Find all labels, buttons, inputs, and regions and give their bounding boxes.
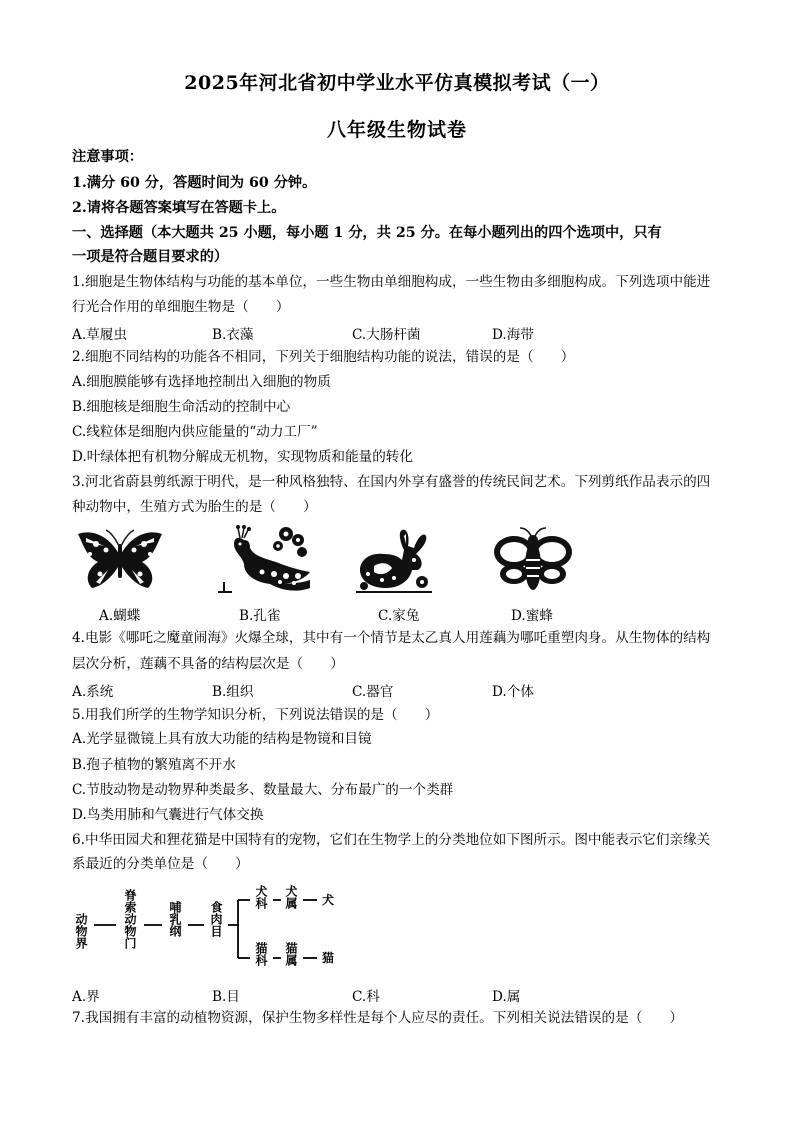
peacock-icon xyxy=(214,522,312,594)
q1-option-d: D.海带 xyxy=(492,327,534,343)
butterfly-icon xyxy=(74,526,166,594)
q4-options xyxy=(72,680,722,698)
q6-option-d: D.属 xyxy=(492,989,521,1005)
exam-title: 2025年河北省初中学业水平仿真模拟考试（一） xyxy=(184,72,610,94)
q6-option-a: A.界 xyxy=(72,989,100,1005)
q4-option-b: B.组织 xyxy=(212,684,254,700)
q6-option-b: B.目 xyxy=(212,989,240,1005)
q4-option-c: C.器官 xyxy=(352,684,394,700)
taxon-species-dog: 犬 xyxy=(322,893,335,907)
notice-item-1: 1.满分 60 分，答题时间为 60 分钟。 xyxy=(72,175,317,191)
q6-stem-line2: 系最近的分类单位是（ ） xyxy=(72,856,249,872)
bee-icon xyxy=(490,526,576,596)
q3-option-d: D.蜜蜂 xyxy=(511,608,553,624)
q4-option-d: D.个体 xyxy=(492,684,534,700)
taxon-family-dog: 犬科 xyxy=(254,885,268,909)
q2-option-d: D.叶绿体把有机物分解成无机物，实现物质和能量的转化 xyxy=(72,449,413,465)
q7-stem: 7.我国拥有丰富的动植物资源，保护生物多样性是每个人应尽的责任。下列相关说法错误的是（ ） xyxy=(72,1010,684,1026)
q2-option-c: C.线粒体是细胞内供应能量的“动力工厂” xyxy=(72,424,318,440)
q5-option-b: B.孢子植物的繁殖离不开水 xyxy=(72,757,236,773)
q2-option-a: A.细胞膜能够有选择地控制出入细胞的物质 xyxy=(72,374,331,390)
q4-option-a: A.系统 xyxy=(72,684,114,700)
q4-stem-line1: 4.电影《哪吒之魔童闹海》火爆全球，其中有一个情节是太乙真人用莲藕为哪吒重塑肉身。从生物体的结构 xyxy=(72,630,711,646)
q3-stem-line2: 种动物中，生殖方式为胎生的是（ ） xyxy=(72,499,317,515)
taxonomy-diagram xyxy=(74,880,354,980)
q6-options xyxy=(72,985,722,1003)
q3-option-a: A.蝴蝶 xyxy=(99,608,141,624)
q3-option-b: B.孔雀 xyxy=(239,608,281,624)
section-heading-line2: 一项是符合题目要求的） xyxy=(72,249,229,265)
q6-stem-line1: 6.中华田园犬和狸花猫是中国特有的宠物，它们在生物学上的分类地位如下图所示。图中能表示它们亲缘关 xyxy=(72,832,711,848)
q2-stem: 2.细胞不同结构的功能各不相同，下列关于细胞结构功能的说法，错误的是（ ） xyxy=(72,349,575,365)
q5-option-a: A.光学显微镜上具有放大功能的结构是物镜和目镜 xyxy=(72,731,372,747)
q5-option-d: D.鸟类用肺和气囊进行气体交换 xyxy=(72,807,264,823)
q3-option-c: C.家兔 xyxy=(378,608,420,624)
rabbit-icon xyxy=(354,526,434,594)
q6-option-c: C.科 xyxy=(352,989,380,1005)
q5-option-c: C.节肢动物是动物界种类最多、数量最大、分布最广的一个类群 xyxy=(72,782,454,798)
section-heading-line1: 一、选择题（本大题共 25 小题，每小题 1 分，共 25 分。在每小题列出的四个选项中，只有 xyxy=(72,225,662,241)
q1-option-a: A.草履虫 xyxy=(72,327,127,343)
taxon-kingdom: 动物界 xyxy=(74,913,88,949)
q1-options xyxy=(72,323,722,341)
taxon-genus-cat: 猫属 xyxy=(284,942,298,966)
q5-stem: 5.用我们所学的生物学知识分析，下列说法错误的是（ ） xyxy=(72,707,439,723)
taxon-genus-dog: 犬属 xyxy=(284,885,298,909)
taxon-class: 哺乳纲 xyxy=(168,901,182,937)
q1-stem-line2: 行光合作用的单细胞生物是（ ） xyxy=(72,299,290,315)
taxon-species-cat: 猫 xyxy=(322,951,335,965)
exam-subtitle: 八年级生物试卷 xyxy=(326,119,467,141)
notice-item-2: 2.请将各题答案填写在答题卡上。 xyxy=(72,200,286,216)
taxon-family-cat: 猫科 xyxy=(254,942,268,966)
q1-stem-line1: 1.细胞是生物体结构与功能的基本单位，一些生物由单细胞构成，一些生物由多细胞构成。下列选项中能进 xyxy=(72,274,711,290)
q4-stem-line2: 层次分析，莲藕不具备的结构层次是（ ） xyxy=(72,656,344,672)
taxon-order: 食肉目 xyxy=(209,901,223,937)
q1-option-c: C.大肠杆菌 xyxy=(352,327,421,343)
q2-option-b: B.细胞核是细胞生命活动的控制中心 xyxy=(72,399,291,415)
notice-heading: 注意事项： xyxy=(72,149,143,165)
q3-stem-line1: 3.河北省蔚县剪纸源于明代，是一种风格独特、在国内外享有盛誉的传统民间艺术。下列剪纸作品表示的四 xyxy=(72,474,711,490)
q1-option-b: B.衣藻 xyxy=(212,327,254,343)
taxon-phylum: 脊索动物门 xyxy=(123,889,137,949)
